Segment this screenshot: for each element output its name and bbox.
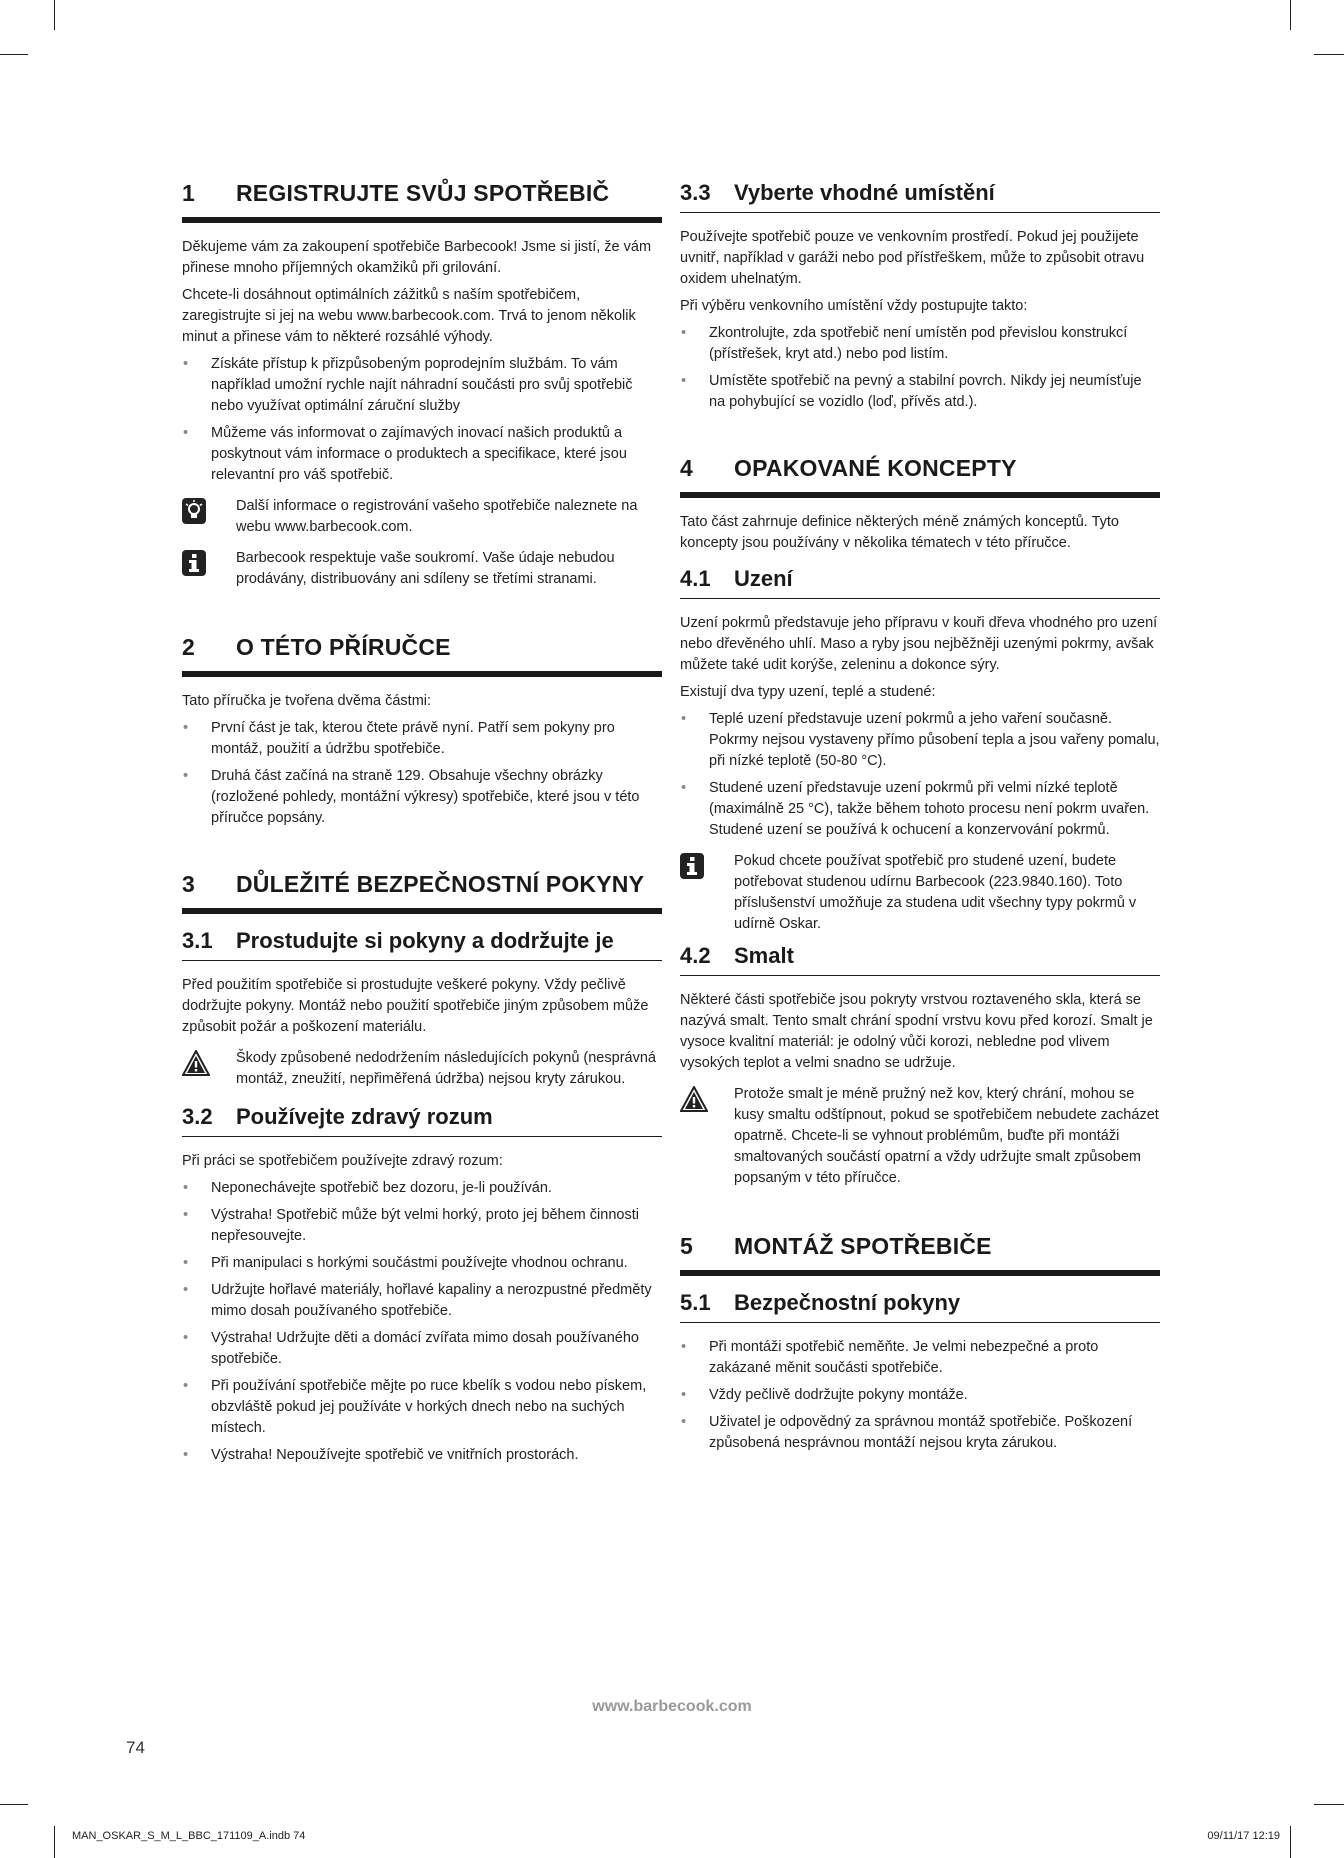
paragraph: Tato příručka je tvořena dvěma částmi: bbox=[182, 693, 432, 709]
paragraph: Tato část zahrnuje definice některých méně známých konceptů. Tyto koncepty jsou používány v několika tématech v této příručce. bbox=[680, 514, 1120, 551]
footer-url: www.barbecook.com bbox=[592, 1698, 752, 1715]
subsection-heading bbox=[182, 928, 662, 961]
subsection-number: 5.1 bbox=[680, 1290, 711, 1315]
paragraph: Děkujeme vám za zakoupení spotřebiče Barbecook! Jsme si jistí, že vám přinese mnoho příjemných okamžiků při grilování. bbox=[182, 239, 652, 276]
warning-note bbox=[680, 1084, 1160, 1189]
list-item: • První část je tak, kterou čtete právě nyní. Patří sem pokyny pro montáž, použití a údržbu spotřebiče. bbox=[182, 718, 662, 760]
bullet-list bbox=[182, 1178, 662, 1466]
section-number: 4 bbox=[680, 455, 693, 481]
paragraph: Některé části spotřebiče jsou pokryty vrstvou roztaveného skla, která se nazývá smalt. Tento smalt chrání spodní vrstvu kovu před korozí. Smalt je vysoce kvalitní materiál: je odolný vůči korozi, nebledne pod vlivem vysokých teplot a velmi snadno se udržuje. bbox=[680, 992, 1153, 1071]
page-number: 74 bbox=[126, 1738, 145, 1757]
crop-mark bbox=[1314, 1804, 1344, 1805]
list-item: • Druhá část začíná na straně 129. Obsahuje všechny obrázky (rozložené pohledy, montážní výkresy) spotřebiče, které jsou v této příručce popsány. bbox=[182, 766, 662, 829]
left-column bbox=[182, 180, 662, 1472]
subsection-title: Uzení bbox=[734, 566, 793, 591]
subsection-number: 3.1 bbox=[182, 928, 213, 953]
list-item: • Udržujte hořlavé materiály, hořlavé kapaliny a nerozpustné předměty mimo dosah používaného spotřebiče. bbox=[182, 1280, 662, 1322]
bullet-list bbox=[680, 709, 1160, 841]
info-icon bbox=[680, 851, 734, 935]
warning-text: Škody způsobené nedodržením následujících pokynů (nesprávná montáž, zneužití, nepřiměřená údržba) nejsou kryty zárukou. bbox=[236, 1050, 656, 1087]
list-item: • Při manipulaci s horkými součástmi používejte vhodnou ochranu. bbox=[182, 1253, 662, 1274]
subsection-title: Používejte zdravý rozum bbox=[236, 1104, 493, 1129]
subsection-number: 4.2 bbox=[680, 943, 711, 968]
crop-mark bbox=[1314, 54, 1344, 55]
bullet-list bbox=[182, 354, 662, 486]
section-title: DŮLEŽITÉ BEZPEČNOSTNÍ POKYNY bbox=[236, 871, 645, 897]
list-item: • Výstraha! Udržujte děti a domácí zvířata mimo dosah používaného spotřebiče. bbox=[182, 1328, 662, 1370]
list-item: • Můžeme vás informovat o zajímavých inovací našich produktů a poskytnout vám informace o produktech a specifikace, které jsou relevantní pro váš spotřebič. bbox=[182, 423, 662, 486]
warning-icon bbox=[680, 1084, 734, 1189]
section-title: REGISTRUJTE SVŮJ SPOTŘEBIČ bbox=[236, 180, 610, 206]
tip-note bbox=[182, 496, 662, 538]
crop-mark bbox=[54, 1826, 55, 1858]
list-item: • Neponechávejte spotřebič bez dozoru, je-li používán. bbox=[182, 1178, 662, 1199]
section-heading bbox=[182, 871, 662, 914]
right-column bbox=[680, 180, 1160, 1460]
bullet-list bbox=[182, 718, 662, 829]
paragraph: Uzení pokrmů představuje jeho přípravu v kouři dřeva vhodného pro uzení nebo dřevěného uhlí. Maso a ryby jsou nejběžněji uzenými pokrmy, avšak můžete také udit korýše, zeleninu a dokonce sýry. bbox=[680, 615, 1158, 673]
info-text: Barbecook respektuje vaše soukromí. Vaše údaje nebudou prodávány, distribuovány ani sdíleny se třetími stranami. bbox=[236, 550, 615, 587]
paragraph: Existují dva typy uzení, teplé a studené: bbox=[680, 684, 936, 700]
warning-text: Protože smalt je méně pružný než kov, který chrání, mohou se kusy smaltu odštípnout, pokud se spotřebičem nebudete zacházet opatrně. Chcete-li se vyhnout problémům, buďte při montáži smaltovaných součástí opatrní a vždy udržujte smalt způsobem popsaným v této příručce. bbox=[734, 1086, 1159, 1186]
subsection-number: 3.2 bbox=[182, 1104, 213, 1129]
warning-icon bbox=[182, 1048, 236, 1090]
slug-date: 09/11/17 12:19 bbox=[1207, 1830, 1280, 1842]
crop-mark bbox=[54, 0, 55, 30]
list-item: • Výstraha! Nepoužívejte spotřebič ve vnitřních prostorách. bbox=[182, 1445, 662, 1466]
crop-mark bbox=[0, 54, 28, 55]
section-title: O TÉTO PŘÍRUČCE bbox=[236, 634, 451, 660]
slug-file: MAN_OSKAR_S_M_L_BBC_171109_A.indb 74 bbox=[72, 1830, 306, 1842]
crop-mark bbox=[0, 1804, 28, 1805]
paragraph: Používejte spotřebič pouze ve venkovním prostředí. Pokud jej použijete uvnitř, například v garáži nebo pod přístřeškem, může to způsobit otravu oxidem uhelnatým. bbox=[680, 229, 1145, 287]
section-number: 3 bbox=[182, 871, 195, 897]
section-heading bbox=[680, 455, 1160, 498]
list-item: • Výstraha! Spotřebič může být velmi horký, proto jej během činnosti nepřesouvejte. bbox=[182, 1205, 662, 1247]
crop-mark bbox=[1290, 1826, 1291, 1858]
subsection-heading bbox=[182, 1104, 662, 1137]
subsection-heading bbox=[680, 1290, 1160, 1323]
subsection-title: Bezpečnostní pokyny bbox=[734, 1290, 961, 1315]
info-icon bbox=[182, 548, 236, 590]
subsection-heading bbox=[680, 180, 1160, 213]
section-number: 1 bbox=[182, 180, 195, 206]
subsection-number: 4.1 bbox=[680, 566, 711, 591]
list-item: • Uživatel je odpovědný za správnou montáž spotřebiče. Poškození způsobená nesprávnou montáží nejsou kryta zárukou. bbox=[680, 1412, 1160, 1454]
info-note bbox=[680, 851, 1160, 935]
list-item: • Při montáži spotřebič neměňte. Je velmi nebezpečné a proto zakázané měnit součásti spotřebiče. bbox=[680, 1337, 1160, 1379]
bullet-list bbox=[680, 323, 1160, 413]
bullet-list bbox=[680, 1337, 1160, 1454]
list-item: • Umístěte spotřebič na pevný a stabilní povrch. Nikdy jej neumísťuje na pohybující se vozidlo (loď, přívěs atd.). bbox=[680, 371, 1160, 413]
paragraph: Při výběru venkovního umístění vždy postupujte takto: bbox=[680, 298, 1028, 314]
subsection-heading bbox=[680, 566, 1160, 599]
section-title: OPAKOVANÉ KONCEPTY bbox=[734, 455, 1017, 481]
warning-note bbox=[182, 1048, 662, 1090]
section-number: 2 bbox=[182, 634, 195, 660]
tip-text: Další informace o registrování vašeho spotřebiče naleznete na webu www.barbecook.com. bbox=[236, 498, 638, 535]
section-heading bbox=[182, 180, 662, 223]
list-item: • Při používání spotřebiče mějte po ruce kbelík s vodou nebo pískem, obzvláště pokud jej používáte v horkých dnech nebo na suchých místech. bbox=[182, 1376, 662, 1439]
section-heading bbox=[680, 1233, 1160, 1276]
paragraph: Před použitím spotřebiče si prostudujte veškeré pokyny. Vždy pečlivě dodržujte pokyny. Montáž nebo použití spotřebiče jiným způsobem může způsobit požár a poškození materiálu. bbox=[182, 977, 649, 1035]
subsection-number: 3.3 bbox=[680, 180, 711, 205]
list-item: • Studené uzení představuje uzení pokrmů při velmi nízké teplotě (maximálně 25 °C), takže během tohoto procesu není pokrm uvařen. Studené uzení se používá k ochucení a konzervování pokrmů. bbox=[680, 778, 1160, 841]
list-item: • Teplé uzení představuje uzení pokrmů a jeho vaření současně. Pokrmy nejsou vystaveny přímo působení tepla a jsou vařeny pomalu, při nízké teplotě (50-80 °C). bbox=[680, 709, 1160, 772]
list-item: • Zkontrolujte, zda spotřebič není umístěn pod převislou konstrukcí (přístřešek, kryt atd.) nebo pod listím. bbox=[680, 323, 1160, 365]
list-item: • Vždy pečlivě dodržujte pokyny montáže. bbox=[680, 1385, 1160, 1406]
list-item: • Získáte přístup k přizpůsobeným poprodejním službám. To vám například umožní rychle najít náhradní součásti pro svůj spotřebič nebo využívat optimální záruční služby bbox=[182, 354, 662, 417]
subsection-heading bbox=[680, 943, 1160, 976]
paragraph: Při práci se spotřebičem používejte zdravý rozum: bbox=[182, 1153, 503, 1169]
info-text: Pokud chcete používat spotřebič pro studené uzení, budete potřebovat studenou udírnu Barbecook (223.9840.160). Toto příslušenství umožňuje za studena udit všechny typy pokrmů v udírně Oskar. bbox=[734, 853, 1137, 932]
subsection-title: Smalt bbox=[734, 943, 794, 968]
crop-mark bbox=[1290, 0, 1291, 30]
section-title: MONTÁŽ SPOTŘEBIČE bbox=[734, 1233, 992, 1259]
lightbulb-icon bbox=[182, 496, 236, 538]
section-number: 5 bbox=[680, 1233, 693, 1259]
paragraph: Chcete-li dosáhnout optimálních zážitků s naším spotřebičem, zaregistrujte si jej na webu www.barbecook.com. Trvá to jenom několik minut a přinese vám to některé rozsáhlé výhody. bbox=[182, 287, 636, 345]
info-note bbox=[182, 548, 662, 590]
subsection-title: Prostudujte si pokyny a dodržujte je bbox=[236, 928, 614, 953]
section-heading bbox=[182, 634, 662, 677]
subsection-title: Vyberte vhodné umístění bbox=[734, 180, 995, 205]
